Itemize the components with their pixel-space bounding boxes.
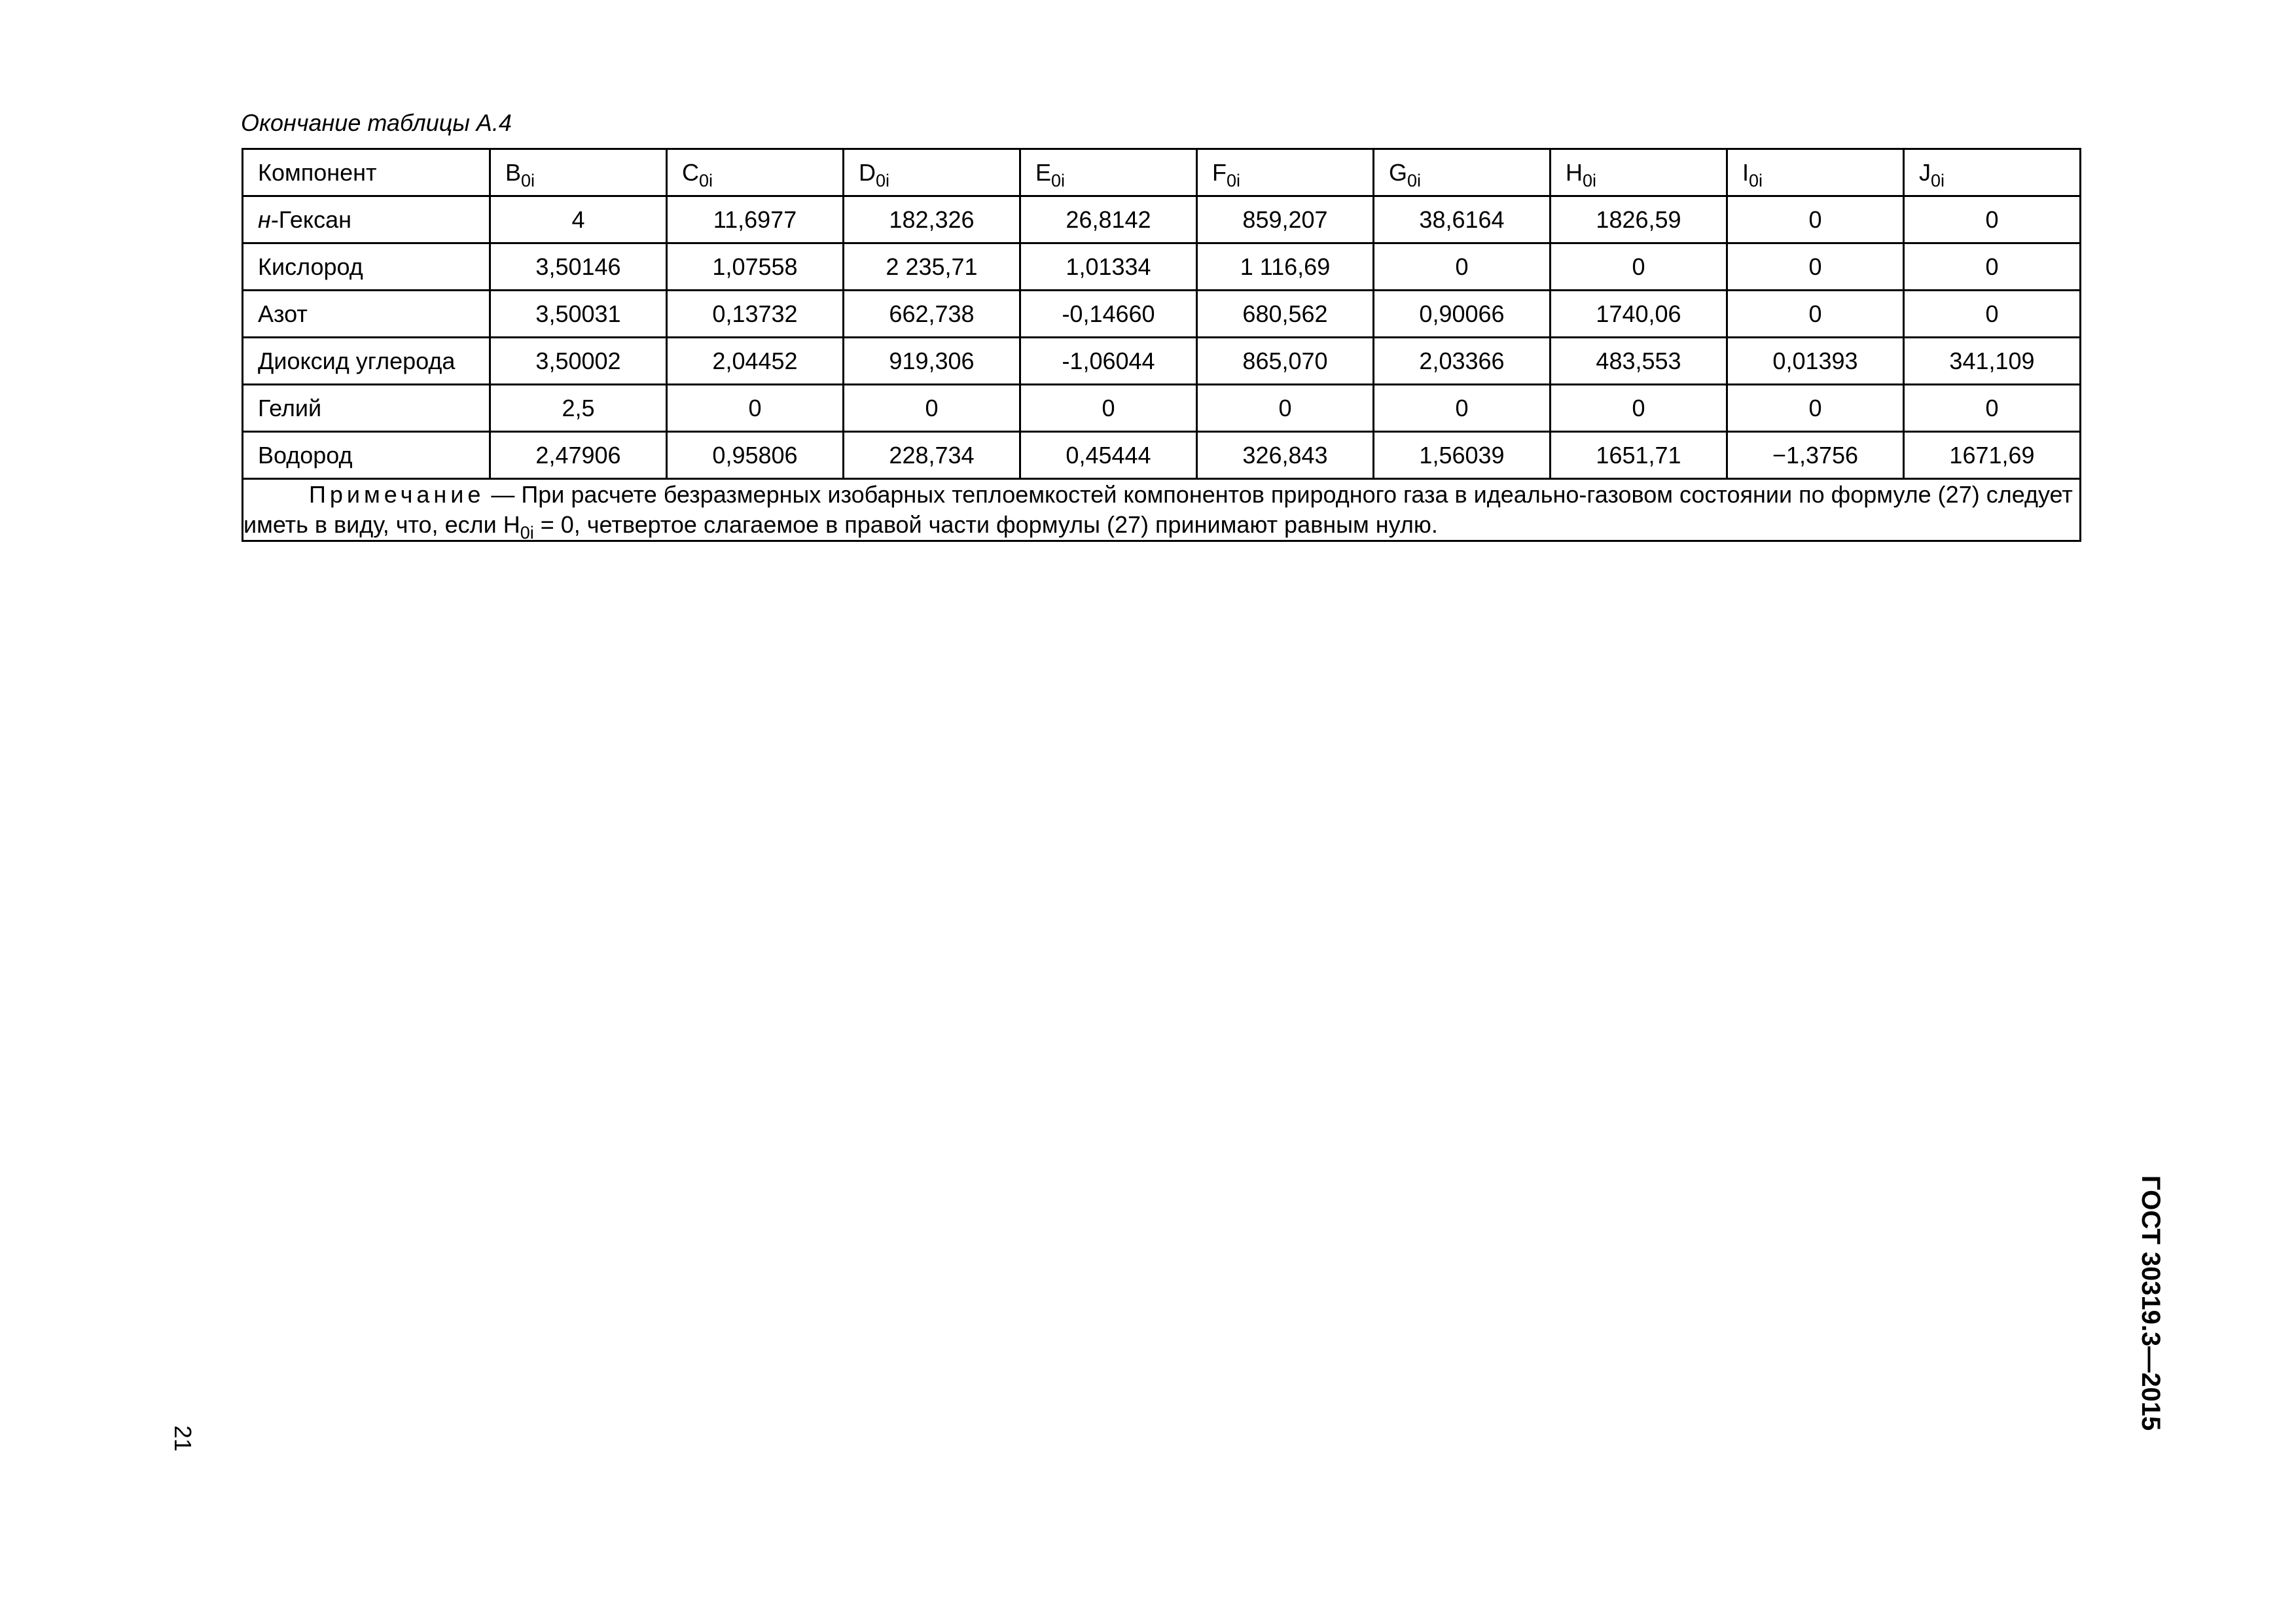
note-text-part2: = 0, четвертое слагаемое в правой части формулы (27) принимают равным нулю. xyxy=(533,511,1438,538)
table-cell: 182,326 xyxy=(844,196,1020,243)
header-col-subscript: 0i xyxy=(876,170,890,190)
component-name xyxy=(243,432,490,479)
table-cell: 2,5 xyxy=(490,385,667,432)
header-col-base: F xyxy=(1212,158,1227,186)
table-cell: 1 116,69 xyxy=(1197,243,1374,291)
table-cell: 2,47906 xyxy=(490,432,667,479)
header-row xyxy=(243,149,2081,196)
header-col-b xyxy=(490,149,667,196)
header-col-base: B xyxy=(505,158,522,186)
component-name-text: Азот xyxy=(258,300,308,327)
table-cell: 0,45444 xyxy=(1020,432,1197,479)
header-col-i xyxy=(1727,149,1904,196)
header-col-h xyxy=(1551,149,1727,196)
table-cell: 1,01334 xyxy=(1020,243,1197,291)
header-col-f xyxy=(1197,149,1374,196)
table-cell: 3,50031 xyxy=(490,291,667,338)
table-cell: 0 xyxy=(1904,385,2081,432)
table-cell: -1,06044 xyxy=(1020,338,1197,385)
table-row xyxy=(243,338,2081,385)
table-cell: 0 xyxy=(1904,243,2081,291)
header-col-e xyxy=(1020,149,1197,196)
table-caption: Окончание таблицы А.4 xyxy=(241,109,512,136)
table-cell: 0 xyxy=(1727,196,1904,243)
header-col-j xyxy=(1904,149,2081,196)
table-cell: 0,01393 xyxy=(1727,338,1904,385)
header-component: Компонент xyxy=(243,149,490,196)
table-cell: 865,070 xyxy=(1197,338,1374,385)
table-cell: 859,207 xyxy=(1197,196,1374,243)
header-col-g xyxy=(1374,149,1551,196)
header-col-base: G xyxy=(1389,158,1408,186)
component-name xyxy=(243,385,490,432)
page-number: 21 xyxy=(170,1425,196,1452)
header-col-base: H xyxy=(1566,158,1583,186)
table-cell: 0 xyxy=(1020,385,1197,432)
table-cell: 0 xyxy=(844,385,1020,432)
table-cell: 0,95806 xyxy=(667,432,844,479)
header-col-subscript: 0i xyxy=(1227,170,1241,190)
table-cell: 1651,71 xyxy=(1551,432,1727,479)
table-cell: 0,90066 xyxy=(1374,291,1551,338)
header-col-base: I xyxy=(1742,158,1749,186)
table-cell: 919,306 xyxy=(844,338,1020,385)
table-cell: 26,8142 xyxy=(1020,196,1197,243)
header-col-subscript: 0i xyxy=(1583,170,1597,190)
table-cell: 228,734 xyxy=(844,432,1020,479)
header-col-d xyxy=(844,149,1020,196)
header-col-subscript: 0i xyxy=(521,170,535,190)
table-cell: 680,562 xyxy=(1197,291,1374,338)
note-subscript: 0i xyxy=(520,523,534,543)
table-cell: −1,3756 xyxy=(1727,432,1904,479)
component-name xyxy=(243,243,490,291)
note-label: Примечание xyxy=(309,481,485,508)
table-row xyxy=(243,196,2081,243)
table-cell: 0 xyxy=(1551,385,1727,432)
table-cell: 1,56039 xyxy=(1374,432,1551,479)
component-name-text: Диоксид углерода xyxy=(258,347,456,374)
coefficients-table xyxy=(242,148,2081,542)
header-col-subscript: 0i xyxy=(1407,170,1422,190)
header-col-base: D xyxy=(859,158,876,186)
table-cell: 341,109 xyxy=(1904,338,2081,385)
header-col-subscript: 0i xyxy=(1931,170,1945,190)
table-cell: 0 xyxy=(1727,243,1904,291)
table-cell: 0 xyxy=(1727,291,1904,338)
header-col-base: E xyxy=(1035,158,1052,186)
table-cell: 0 xyxy=(1374,385,1551,432)
table-cell: 662,738 xyxy=(844,291,1020,338)
table-cell: 3,50146 xyxy=(490,243,667,291)
table-cell: -0,14660 xyxy=(1020,291,1197,338)
table-cell: 2,04452 xyxy=(667,338,844,385)
table-cell: 326,843 xyxy=(1197,432,1374,479)
table-cell: 11,6977 xyxy=(667,196,844,243)
table-cell: 38,6164 xyxy=(1374,196,1551,243)
note-text-part1: — При расчете безразмерных изобарных теплоемкостей компонентов природного газа в идеально-газовом состоянии по формуле (27) следует иметь в виду, что, если H xyxy=(243,481,2073,538)
table-cell: 0 xyxy=(667,385,844,432)
standard-designation: ГОСТ 30319.3—2015 xyxy=(2136,1175,2165,1431)
table-cell: 0 xyxy=(1904,291,2081,338)
table-cell: 0,13732 xyxy=(667,291,844,338)
table-cell: 1740,06 xyxy=(1551,291,1727,338)
table-cell: 4 xyxy=(490,196,667,243)
component-name-prefix: н xyxy=(258,205,271,233)
table-row xyxy=(243,291,2081,338)
component-name xyxy=(243,196,490,243)
header-col-base: C xyxy=(682,158,699,186)
table-cell: 0 xyxy=(1374,243,1551,291)
component-name-text: -Гексан xyxy=(270,205,351,233)
header-col-subscript: 0i xyxy=(699,170,713,190)
table-row xyxy=(243,243,2081,291)
table-cell: 0 xyxy=(1551,243,1727,291)
table-cell: 0 xyxy=(1727,385,1904,432)
component-name-text: Кислород xyxy=(258,253,363,280)
table-note xyxy=(243,479,2081,541)
component-name xyxy=(243,291,490,338)
component-name-text: Гелий xyxy=(258,394,322,421)
table-cell: 2,03366 xyxy=(1374,338,1551,385)
table-cell: 0 xyxy=(1904,196,2081,243)
component-name-text: Водород xyxy=(258,441,353,469)
note-row xyxy=(243,479,2081,541)
table-cell: 3,50002 xyxy=(490,338,667,385)
table-cell: 0 xyxy=(1197,385,1374,432)
header-col-subscript: 0i xyxy=(1051,170,1066,190)
table-cell: 1,07558 xyxy=(667,243,844,291)
table-cell: 2 235,71 xyxy=(844,243,1020,291)
table-cell: 483,553 xyxy=(1551,338,1727,385)
header-col-c xyxy=(667,149,844,196)
table-row xyxy=(243,385,2081,432)
table-row xyxy=(243,432,2081,479)
header-col-base: J xyxy=(1919,158,1931,186)
header-col-subscript: 0i xyxy=(1749,170,1763,190)
component-name xyxy=(243,338,490,385)
table-cell: 1826,59 xyxy=(1551,196,1727,243)
table-cell: 1671,69 xyxy=(1904,432,2081,479)
